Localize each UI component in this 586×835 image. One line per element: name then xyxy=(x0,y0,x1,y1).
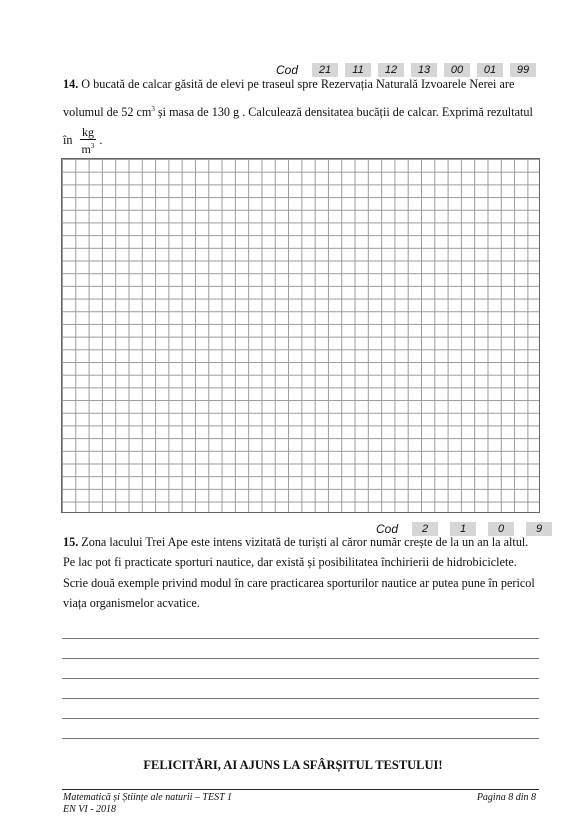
answer-line[interactable] xyxy=(62,678,539,679)
code-cell: 99 xyxy=(510,63,536,77)
footer-subject: Matematică și Științe ale naturii – TEST 1 xyxy=(63,792,232,803)
answer-grid[interactable] xyxy=(61,158,540,513)
code-label: Cod xyxy=(376,522,399,536)
page-number: Pagina 8 din 8 xyxy=(476,792,536,803)
code-cell: 01 xyxy=(477,63,503,77)
question-14 xyxy=(63,72,537,156)
code-cell: 13 xyxy=(411,63,437,77)
code-cell: 12 xyxy=(378,63,404,77)
footer-divider xyxy=(62,789,539,790)
code-label: Cod xyxy=(276,63,299,77)
q14-line-3: în $\frac{kg}{m^3}$ . xyxy=(63,125,103,156)
answer-line[interactable] xyxy=(62,638,539,639)
answer-line[interactable] xyxy=(62,698,539,699)
q15-line-2: Pe lac pot fi practicate sporturi nautice, dar există și posibilitatea închirierii de hidrobiciclete. xyxy=(63,555,517,570)
code-cell: 2 xyxy=(412,522,438,536)
footer-exam: EN VI - 2018 xyxy=(63,804,117,815)
code-cell: 11 xyxy=(345,63,371,77)
unit-fraction: $\frac{kg}{m^3}$ xyxy=(81,125,95,156)
q14-line-2: volumul de 52 $cm^3$ și masa de 130 g . Calculează densitatea bucății de calcar. Exprimă rezultatul xyxy=(63,104,533,119)
q15-line-3: Scrie două exemple privind modul în care practicarea sporturilor nautice ar putea pune în pericol xyxy=(63,575,535,590)
answer-line[interactable] xyxy=(62,658,539,659)
code-cell: 9 xyxy=(526,522,552,536)
answer-line[interactable] xyxy=(62,718,539,719)
code-cell: 21 xyxy=(312,63,338,77)
final-message: FELICITĂRI, AI AJUNS LA SFÂRȘITUL TESTULUI! xyxy=(143,758,443,772)
code-cell: 1 xyxy=(450,522,476,536)
answer-line[interactable] xyxy=(62,738,539,739)
q15-line-1: 15. Zona lacului Trei Ape este intens vizitată de turiști al căror număr crește de la un an la altul. xyxy=(63,535,529,549)
footer-left xyxy=(63,792,232,816)
q14-number: 14. xyxy=(63,77,79,91)
q15-number: 15. xyxy=(63,535,79,549)
q14-line-1: 14. O bucată de calcar găsită de elevi pe traseul spre Rezervația Naturală Izvoarele Nerei are xyxy=(63,77,515,91)
q15-line-4: viața organismelor acvatice. xyxy=(63,595,200,610)
question-15 xyxy=(63,532,537,613)
code-cell: 00 xyxy=(444,63,470,77)
code-cell: 0 xyxy=(488,522,514,536)
